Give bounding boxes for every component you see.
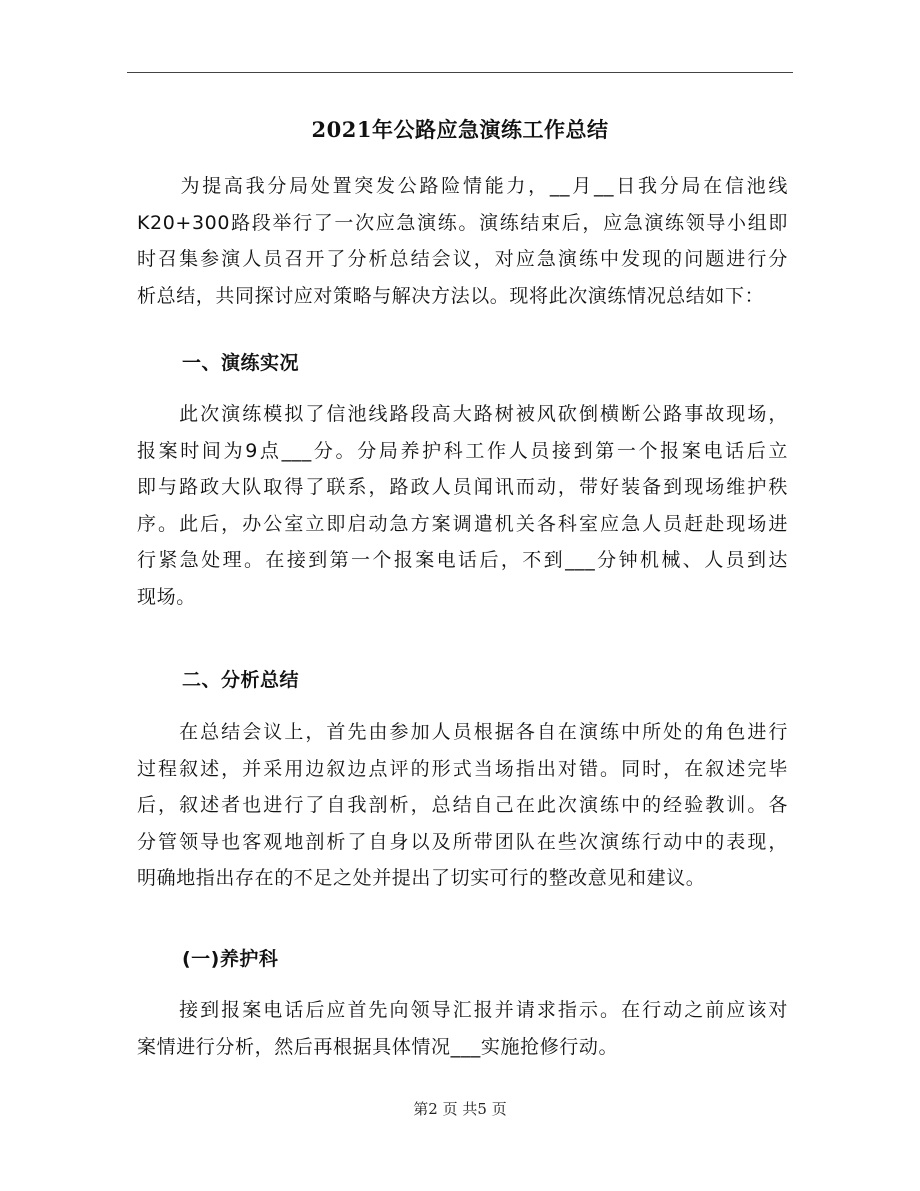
intro-line: K20+300路段举行了一次应急演练。演练结束后，应急演练领导小组即 [137, 211, 788, 234]
section1-line: 现场。 [137, 585, 196, 608]
section1-line: 行紧急处理。在接到第一个报案电话后，不到___分钟机械、人员到达 [137, 549, 788, 571]
subsection1-paragraph [137, 992, 788, 1065]
document-title: 2021年公路应急演练工作总结 [311, 117, 609, 142]
section2-line: 在总结会议上，首先由参加人员根据各自在演练中所处的角色进行 [137, 721, 788, 743]
section1-line: 序。此后，办公室立即启动急方案调遣机关各科室应急人员赶赴现场进 [137, 512, 788, 535]
section-heading-2: 二、分析总结 [182, 669, 300, 691]
section2-line: 过程叙述，并采用边叙边点评的形式当场指出对错。同时，在叙述完毕 [137, 757, 788, 780]
section1-line: 此次演练模拟了信池线路段高大路树被风砍倒横断公路事故现场， [137, 403, 788, 425]
section1-line: 报案时间为9点___分。分局养护科工作人员接到第一个报案电话后立 [137, 439, 788, 462]
section2-line: 分管领导也客观地剖析了自身以及所带团队在些次演练行动中的表现， [137, 830, 788, 853]
intro-line: 析总结，共同探讨应对策略与解决方法以。现将此次演练情况总结如下： [137, 284, 765, 307]
subsection-heading-1: (一)养护科 [182, 948, 279, 970]
section2-line: 明确地指出存在的不足之处并提出了切实可行的整改意见和建议。 [137, 867, 706, 889]
section2-line: 后，叙述者也进行了自我剖析，总结自己在此次演练中的经验教训。各 [137, 794, 788, 816]
intro-paragraph [137, 168, 788, 314]
page-footer: 第2 页 共5 页 [413, 1100, 507, 1118]
section-heading-1: 一、演练实况 [182, 352, 300, 374]
subsection1-line: 接到报案电话后应首先向领导汇报并请求指示。在行动之前应该对 [137, 999, 788, 1021]
section1-paragraph [137, 396, 788, 615]
header-rule [127, 72, 793, 73]
intro-line: 为提高我分局处置突发公路险情能力，__月__日我分局在信池线 [137, 175, 788, 197]
section2-paragraph [137, 714, 788, 897]
section1-line: 即与路政大队取得了联系，路政人员闻讯而动，带好装备到现场维护秩 [137, 476, 788, 498]
subsection1-line: 案情进行分析，然后再根据具体情况___实施抢修行动。 [137, 1035, 619, 1058]
intro-line: 时召集参演人员召开了分析总结会议，对应急演练中发现的问题进行分 [137, 248, 788, 270]
